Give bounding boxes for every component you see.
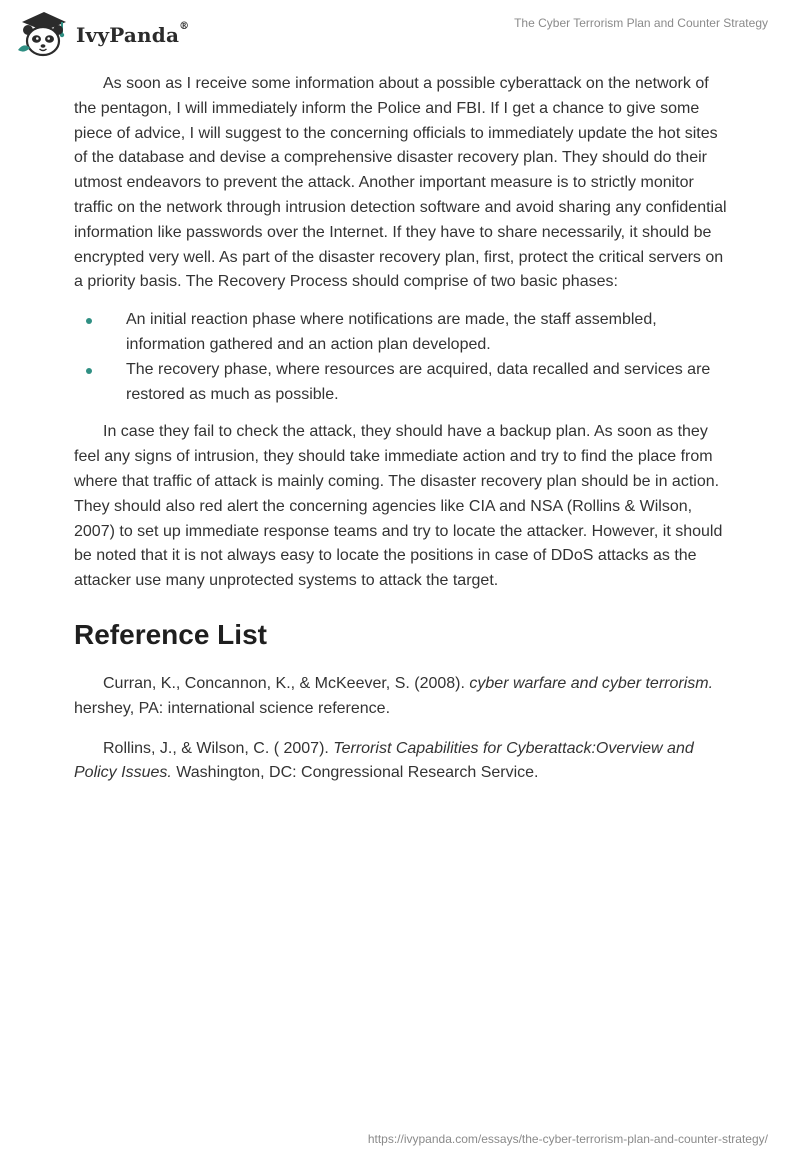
list-item-text: The recovery phase, where resources are acquired, data recalled and services are restored as much as possible.	[126, 360, 711, 403]
list-item	[74, 358, 728, 408]
registered-mark: ®	[179, 21, 190, 32]
source-url-link[interactable]: https://ivypanda.com/essays/the-cyber-terrorism-plan-and-counter-strategy/	[367, 1132, 768, 1146]
reference-title: Terrorist Capabilities for Cyberattack:Overview and Policy Issues.	[74, 739, 694, 782]
list-item-text: An initial reaction phase where notifications are made, the staff assembled, information gathered and an action plan developed.	[126, 311, 657, 353]
reference-item	[74, 672, 728, 722]
reference-authors: Curran, K., Concannon, K., & McKeever, S. (2008).	[103, 674, 470, 692]
panda-graduate-icon	[14, 8, 70, 58]
essay-content	[74, 72, 728, 801]
bullet-dot-icon	[86, 368, 92, 374]
ivypanda-logo[interactable]	[14, 8, 189, 58]
bullet-dot-icon	[86, 318, 92, 324]
reference-publisher: Washington, DC: Congressional Research Service.	[171, 764, 539, 782]
reference-publisher: hershey, PA: international science reference.	[74, 699, 391, 717]
document-title: The Cyber Terrorism Plan and Counter Strategy	[514, 16, 768, 30]
reference-authors: Rollins, J., & Wilson, C. ( 2007).	[103, 739, 334, 757]
page-header	[0, 0, 800, 62]
paragraph-1: As soon as I receive some information about a possible cyberattack on the network of the pentagon, I will immediately inform the Police and FBI. If I get a chance to give some piece of advice, I will suggest to the concerning officials to immediately update the hot sites of the database and devise a comprehensive disaster recovery plan. They should do their utmost endeavors to prevent the attack. Another important measure is to strictly monitor traffic on the network through intrusion detection software and avoid sharing any confidential information like passwords over the Internet. If they have to share necessarily, it should be encrypted very well. As part of the disaster recovery plan, first, protect the critical servers on a priority basis. The Recovery Process should comprise of two basic phases:	[74, 75, 727, 291]
brand-name: IvyPanda®	[76, 21, 190, 47]
recovery-phases-list	[74, 308, 728, 407]
reference-list-heading: Reference List	[74, 618, 267, 650]
list-item	[74, 308, 728, 358]
reference-item	[74, 737, 728, 787]
reference-title: cyber warfare and cyber terrorism.	[469, 674, 714, 692]
paragraph-2: In case they fail to check the attack, they should have a backup plan. As soon as they feel any signs of intrusion, they should take immediate action and try to find the place from where that traffic of attack is mainly coming. The disaster recovery plan should be in action. They should also red alert the concerning agencies like CIA and NSA (Rollins & Wilson, 2007) to set up immediate response teams and try to locate the attacker. However, it should be noted that it is not always easy to locate the positions in case of DDoS attacks as the attacker use many unprotected systems to attack the target.	[74, 423, 723, 590]
